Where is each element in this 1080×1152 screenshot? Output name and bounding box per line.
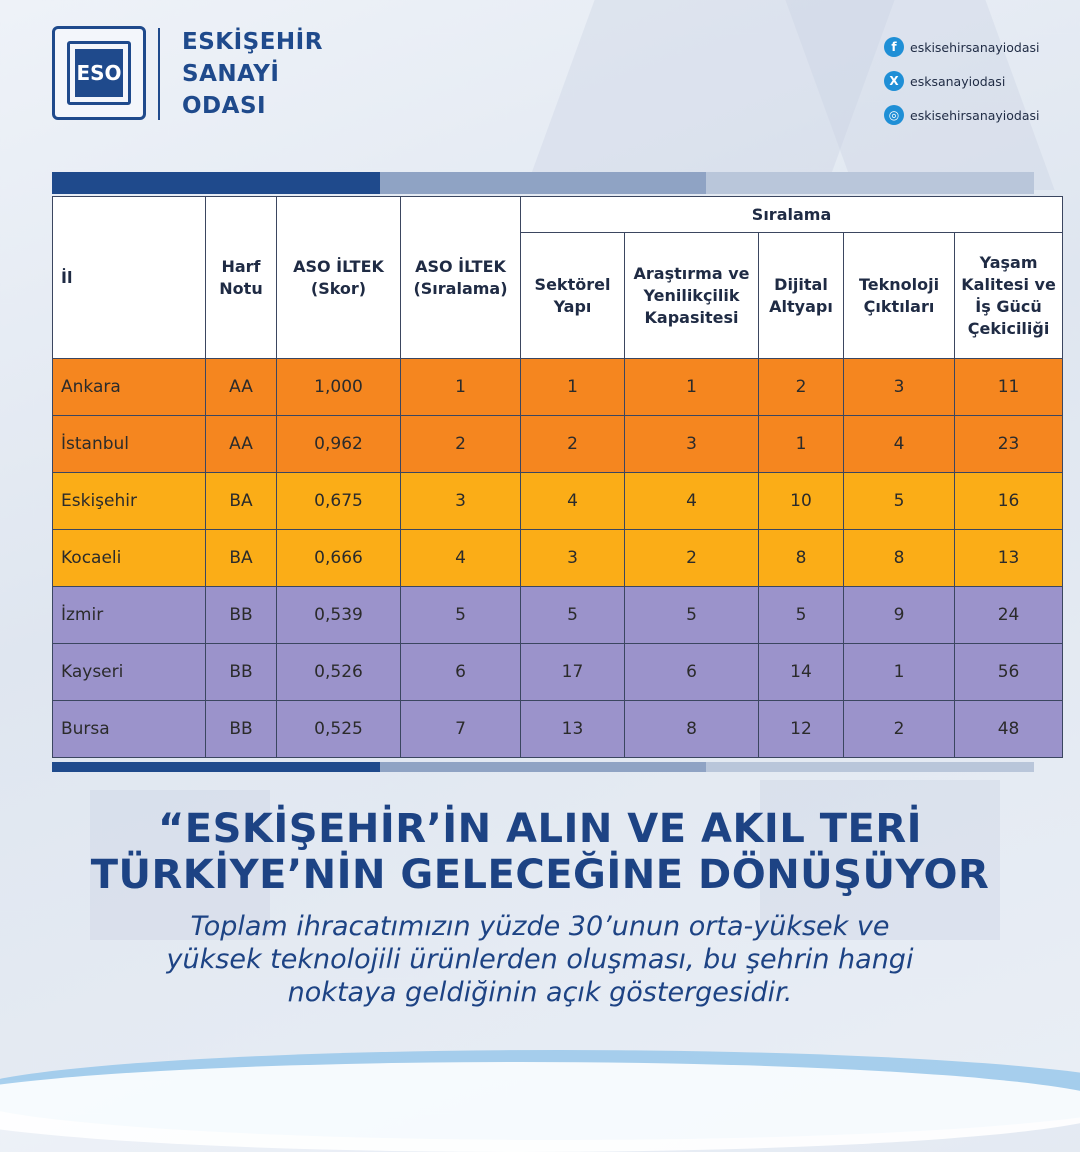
cell-sub-rank: 8	[625, 701, 759, 758]
headline	[0, 806, 1080, 898]
cell-sub-rank: 3	[625, 416, 759, 473]
logo-divider	[158, 28, 160, 120]
cell-sub-rank: 3	[844, 359, 955, 416]
cell-city: Kocaeli	[53, 530, 206, 587]
top-bar-mid	[380, 172, 706, 194]
cell-sub-rank: 12	[759, 701, 844, 758]
cell-sub-rank: 1	[521, 359, 625, 416]
cell-sub-rank: 16	[955, 473, 1063, 530]
cell-sub-rank: 11	[955, 359, 1063, 416]
bottom-bar-dark	[52, 762, 380, 772]
table-row	[53, 644, 1063, 701]
cell-sub-rank: 1	[625, 359, 759, 416]
table-row	[53, 701, 1063, 758]
cell-grade: BA	[206, 530, 277, 587]
top-bar-light	[706, 172, 1034, 194]
top-bar-dark	[52, 172, 380, 194]
cell-sub-rank: 14	[759, 644, 844, 701]
table-row	[53, 587, 1063, 644]
cell-sub-rank: 2	[521, 416, 625, 473]
quote-text	[0, 910, 1080, 1009]
organization-name	[182, 26, 323, 122]
cell-sub-rank: 23	[955, 416, 1063, 473]
cell-score: 0,962	[277, 416, 401, 473]
headline-line: “ESKİŞEHİR’İN ALIN VE AKIL TERİ	[157, 806, 923, 852]
cell-city: İzmir	[53, 587, 206, 644]
header-siralama: ASO İLTEK (Sıralama)	[401, 197, 521, 359]
cell-score: 0,675	[277, 473, 401, 530]
social-handle[interactable]: eskisehirsanayiodasi	[910, 39, 1040, 55]
social-handle[interactable]: esksanayiodasi	[910, 73, 1006, 89]
cell-sub-rank: 10	[759, 473, 844, 530]
cell-sub-rank: 13	[955, 530, 1063, 587]
quote-line: Toplam ihracatımızın yüzde 30’unun orta-yüksek ve	[190, 911, 890, 942]
cell-sub-rank: 3	[521, 530, 625, 587]
ranking-table	[52, 196, 1063, 758]
cell-sub-rank: 5	[759, 587, 844, 644]
social-link-instagram[interactable]	[884, 98, 1040, 132]
quote-line: noktaya geldiğinin açık göstergesidir.	[287, 977, 793, 1008]
cell-sub-rank: 4	[625, 473, 759, 530]
ranking-table-container	[52, 196, 1062, 758]
cell-sub-rank: 4	[521, 473, 625, 530]
cell-sub-rank: 48	[955, 701, 1063, 758]
quote-line: yüksek teknolojili ürünlerden oluşması, bu şehrin hangi	[166, 944, 914, 975]
cell-city: İstanbul	[53, 416, 206, 473]
social-link-facebook[interactable]	[884, 30, 1040, 64]
cell-score: 0,666	[277, 530, 401, 587]
header-harf-notu: Harf Notu	[206, 197, 277, 359]
header-yasam: Yaşam Kalitesi ve İş Gücü Çekiciliği	[955, 233, 1063, 359]
cell-rank: 7	[401, 701, 521, 758]
cell-score: 0,525	[277, 701, 401, 758]
header-group-siralama: Sıralama	[521, 197, 1063, 233]
cell-sub-rank: 5	[625, 587, 759, 644]
x-icon: X	[884, 71, 904, 91]
bottom-wave	[0, 1062, 1080, 1152]
logo-text: ESO	[75, 49, 123, 97]
cell-grade: AA	[206, 416, 277, 473]
cell-grade: BB	[206, 644, 277, 701]
cell-sub-rank: 13	[521, 701, 625, 758]
social-link-x[interactable]	[884, 64, 1040, 98]
cell-score: 0,526	[277, 644, 401, 701]
cell-rank: 1	[401, 359, 521, 416]
cell-sub-rank: 17	[521, 644, 625, 701]
cell-rank: 4	[401, 530, 521, 587]
cell-city: Bursa	[53, 701, 206, 758]
cell-grade: AA	[206, 359, 277, 416]
cell-city: Kayseri	[53, 644, 206, 701]
header-dijital: Dijital Altyapı	[759, 233, 844, 359]
cell-sub-rank: 5	[844, 473, 955, 530]
cell-rank: 3	[401, 473, 521, 530]
cell-rank: 5	[401, 587, 521, 644]
social-links	[884, 30, 1040, 132]
cell-sub-rank: 5	[521, 587, 625, 644]
cell-grade: BB	[206, 587, 277, 644]
table-row	[53, 416, 1063, 473]
header-teknoloji: Teknoloji Çıktıları	[844, 233, 955, 359]
instagram-icon: ◎	[884, 105, 904, 125]
cell-sub-rank: 2	[625, 530, 759, 587]
cell-sub-rank: 56	[955, 644, 1063, 701]
cell-sub-rank: 9	[844, 587, 955, 644]
cell-grade: BB	[206, 701, 277, 758]
cell-sub-rank: 8	[844, 530, 955, 587]
headline-line: TÜRKİYE’NİN GELECEĞİNE DÖNÜŞÜYOR	[90, 852, 990, 898]
bottom-bar-light	[706, 762, 1034, 772]
table-row	[53, 473, 1063, 530]
cell-score: 1,000	[277, 359, 401, 416]
table-row	[53, 359, 1063, 416]
cell-sub-rank: 2	[844, 701, 955, 758]
cell-city: Ankara	[53, 359, 206, 416]
org-name-line: SANAYİ	[182, 61, 280, 87]
table-row	[53, 530, 1063, 587]
cell-score: 0,539	[277, 587, 401, 644]
social-handle[interactable]: eskisehirsanayiodasi	[910, 107, 1040, 123]
cell-sub-rank: 1	[844, 644, 955, 701]
org-name-line: ODASI	[182, 93, 267, 119]
bottom-bar-mid	[380, 762, 706, 772]
cell-sub-rank: 24	[955, 587, 1063, 644]
facebook-icon: f	[884, 37, 904, 57]
cell-rank: 6	[401, 644, 521, 701]
header-il: İl	[53, 197, 206, 359]
cell-city: Eskişehir	[53, 473, 206, 530]
header-sektorel-yapi: Sektörel Yapı	[521, 233, 625, 359]
cell-sub-rank: 8	[759, 530, 844, 587]
eso-logo	[52, 26, 146, 120]
cell-sub-rank: 4	[844, 416, 955, 473]
header-skor: ASO İLTEK (Skor)	[277, 197, 401, 359]
cell-rank: 2	[401, 416, 521, 473]
org-name-line: ESKİŞEHİR	[182, 29, 323, 55]
cell-sub-rank: 2	[759, 359, 844, 416]
cell-grade: BA	[206, 473, 277, 530]
cell-sub-rank: 6	[625, 644, 759, 701]
cell-sub-rank: 1	[759, 416, 844, 473]
header-arastirma: Araştırma ve Yenilikçilik Kapasitesi	[625, 233, 759, 359]
